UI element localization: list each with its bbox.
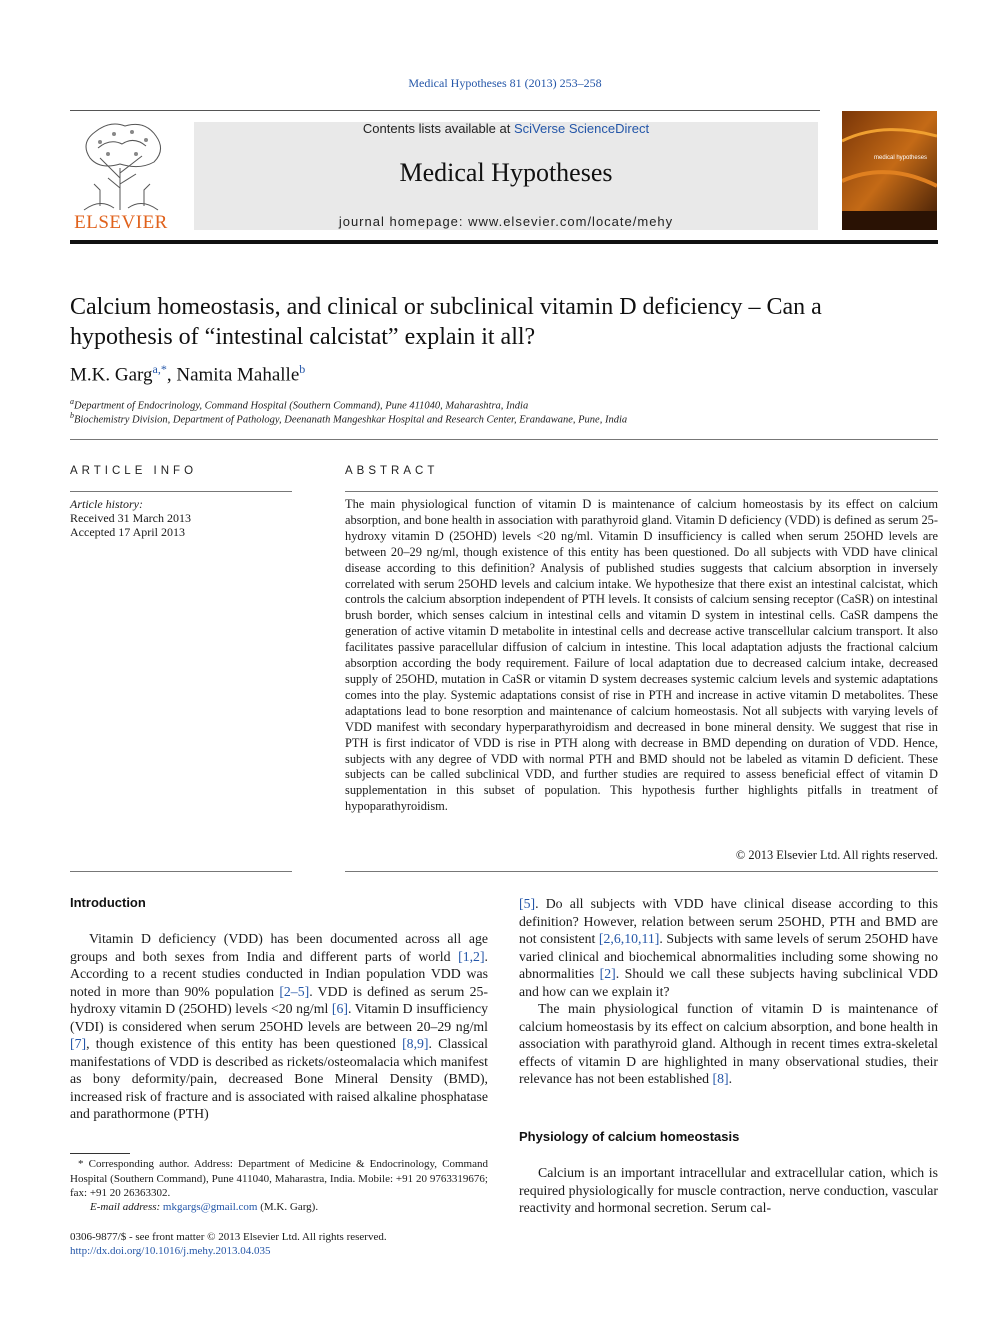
body-text: . Subjects with same levels of serum 25OHD have varied clinical and biochemical abnormalities including some showing no abnormalities (519, 931, 938, 981)
corresponding-author-text: * Corresponding author. Address: Department of Medicine & Endocrinology, Command Hospital (Southern Command), Pune 411040, Maharastra, India. Mobile: +91 20 9763319676; fax: +91 20 26363302. (70, 1158, 488, 1199)
header-thick-rule (70, 240, 938, 244)
body-text: . Should we call these subjects having subclinical VDD and how can we explain it? (519, 966, 939, 999)
article-info-rule (70, 491, 292, 492)
sciencedirect-link[interactable]: SciVerse ScienceDirect (513, 121, 650, 136)
affiliation-b (70, 411, 627, 426)
body-text: Vitamin D deficiency (VDD) has been documented across all age groups and both sexes from India and different parts of world (70, 931, 488, 964)
email-link[interactable]: mkgargs@gmail.com (162, 1201, 258, 1213)
article-title: Calcium homeostasis, and clinical or subclinical vitamin D deficiency – Can a hypothesis of “intestinal calcistat” explain it all? (70, 294, 822, 350)
body-text: . VDD is defined as serum 25-hydroxy vitamin D (25OHD) levels <20 ng/ml (70, 983, 488, 1016)
citation-link[interactable]: [6] (331, 1001, 348, 1016)
homepage-link[interactable]: www.elsevier.com/locate/mehy (468, 214, 674, 229)
copyright-notice: © 2013 Elsevier Ltd. All rights reserved. (735, 848, 938, 862)
journal-title: Medical Hypotheses (399, 158, 613, 187)
cover-art-icon (842, 111, 937, 230)
body-text: . Classical manifestations of VDD is described as rickets/osteomalacia which manifest as bony deformity/pain, decreased Bone Mineral Density (BMD), increased risk of fracture and is associated with raised alkaline phosphatase and parathormone (PTH) (70, 1036, 488, 1121)
issn-line: 0306-9877/$ - see front matter © 2013 Elsevier Ltd. All rights reserved. (70, 1231, 387, 1243)
author-name[interactable]: M.K. Garg (70, 364, 153, 386)
affiliation-a (70, 397, 528, 412)
citation-link[interactable]: [1,2] (458, 948, 485, 964)
body-text: , though existence of this entity has been questioned (86, 1036, 403, 1051)
affiliation-marker: b (70, 411, 74, 420)
article-info-rule (70, 871, 292, 872)
article-info-heading: ARTICLE INFO (70, 465, 198, 477)
author-affiliation-sup[interactable]: a,* (152, 362, 167, 376)
citation-link[interactable]: [7] (70, 1036, 87, 1051)
body-text: . (728, 1071, 733, 1086)
journal-reference-link[interactable]: Medical Hypotheses 81 (2013) 253–258 (408, 76, 602, 90)
citation-link[interactable]: [8] (712, 1071, 729, 1086)
affiliation-text: Biochemistry Division, Department of Pathology, Deenanath Mangeshkar Hospital and Research Center, Erandawane, Pune, India (74, 414, 628, 426)
elsevier-wordmark: ELSEVIER (74, 212, 168, 233)
body-text: The main physiological function of vitamin D is maintenance of calcium homeostasis by its effect on calcium absorption, and bone health in association with parathyroid gland. Although in recent times extra-skeletal effects of vitamin D are highlighted in many observational studies, their relevance has not been established (519, 1001, 938, 1086)
title-rule (70, 439, 938, 440)
abstract-rule (345, 871, 938, 872)
header-rule (70, 110, 820, 111)
body-column-right-lower (519, 1164, 938, 1217)
email-line (90, 1201, 318, 1213)
body-text: . According to a recent studies conducted in Indian population VDD was noted in more than 90% population (70, 948, 488, 999)
corresponding-author-footnote (70, 1157, 488, 1201)
received-date: Received 31 March 2013 (70, 511, 191, 525)
homepage-prefix: journal homepage: (338, 214, 469, 229)
contents-prefix: Contents lists available at (362, 121, 514, 136)
abstract-text: The main physiological function of vitamin D is maintenance of calcium homeostasis by its effect on calcium absorption, and bone health in association with parathyroid gland. Vitamin D deficiency (VDD) is defined as serum 25-hydroxy vitamin D (25OHD) levels <20 ng/ml. Vitamin D insufficiency is called when serum 25OHD levels are between 20–29 ng/ml, though existence of this entity has been questioned. Do all subjects with VDD have clinical disease according to this definition? Analysis of published studies suggests that calcium absorption in inversely correlated with serum 25OHD levels and calcium intake. We hypothesize that there exist an intestinal calcistat, which controls the calcium absorption independent of PTH levels. It consists of calcium sensing receptor (CaSR) on intestinal brush border, which senses calcium in intestinal cells and vitamin D system in intestinal cells. CaSR dampens the generation of active vitamin D metabolite in intestinal cells and decrease active transcellular calcium transport. It also facilitates passive paracellular diffusion of calcium in intestine. This local adaptation adjusts the fractional calcium absorption according the body requirement. Failure of local adaptation due to decreased calcium intake, decreased supply of 25OHD, mutation in CaSR or vitamin D system decreases systemic calcium levels and systemic adaptations comes into the play. Systemic adaptations consist of rise in PTH and increase in active vitamin D metabolites. These adaptations lead to bone resorption and maintenance of calcium homeostasis. Not all subjects with varying levels of VDD manifest with secondary hyperparathyroidism and decreased in bone mineral density. We suggest that rise in PTH is first indicator of VDD is rise in PTH along with decrease in BMD depending on duration of VDD. Hence, subjects with any degree of VDD with normal PTH and BMD should not be labeled as vitamin D deficient. These subjects can be called subclinical VDD, and further studies are required to assess beneficial effect of vitamin D supplementation in this subset of population. This hypothesis further highlights pitfalls in treatment of hypoparathyroidism. (345, 497, 938, 814)
abstract-rule (345, 491, 938, 492)
body-text: . Do all subjects with VDD have clinical disease according to this definition? However, relation between serum 25OHD, PTH and BMD are not consistent (519, 896, 938, 946)
homepage-line (194, 214, 818, 229)
author-list (70, 362, 305, 386)
email-suffix: (M.K. Garg). (257, 1201, 319, 1213)
footnote-rule (70, 1153, 130, 1154)
accepted-date: Accepted 17 April 2013 (70, 525, 185, 539)
author-separator: , (166, 364, 177, 386)
elsevier-logo (70, 118, 172, 234)
citation-link[interactable]: [2] (599, 966, 616, 981)
author-name[interactable]: Namita Mahalle (176, 364, 300, 386)
article-history-label: Article history: (70, 497, 143, 511)
journal-cover-image (842, 111, 937, 230)
abstract-heading: ABSTRACT (345, 465, 439, 477)
intro-paragraph-continued (519, 895, 938, 1000)
body-column-left (70, 930, 488, 1123)
email-label: E-mail address: (90, 1201, 163, 1213)
contents-line (194, 121, 818, 136)
affiliation-marker: a (70, 397, 74, 406)
physiology-heading: Physiology of calcium homeostasis (519, 1129, 740, 1144)
elsevier-tree-icon (70, 118, 172, 214)
body-column-right (519, 895, 938, 1088)
journal-masthead (194, 122, 818, 230)
introduction-heading: Introduction (70, 895, 146, 910)
author-affiliation-sup[interactable]: b (299, 362, 306, 376)
cover-title: medical hypotheses (874, 155, 928, 161)
citation-link[interactable]: [5] (519, 896, 536, 911)
affiliation-text: Department of Endocrinology, Command Hospital (Southern Command), Pune 411040, Maharashtra, India (74, 400, 529, 412)
citation-link[interactable]: [2,6,10,11] (598, 931, 660, 946)
citation-link[interactable]: [2–5] (279, 983, 310, 999)
intro-paragraph (70, 930, 488, 1123)
physiology-paragraph: Calcium is an important intracellular and extracellular cation, which is required physiologically for muscle contraction, nerve conduction, vascular reactivity and hormonal secretion. Serum cal- (519, 1165, 938, 1215)
citation-link[interactable]: [8,9] (402, 1036, 429, 1051)
intro-paragraph (519, 1000, 938, 1088)
doi-link[interactable]: http://dx.doi.org/10.1016/j.mehy.2013.04.035 (70, 1245, 271, 1257)
body-text: . Vitamin D insufficiency (VDI) is considered when serum 25OHD levels are between 20–29 ng/ml (70, 1001, 488, 1034)
